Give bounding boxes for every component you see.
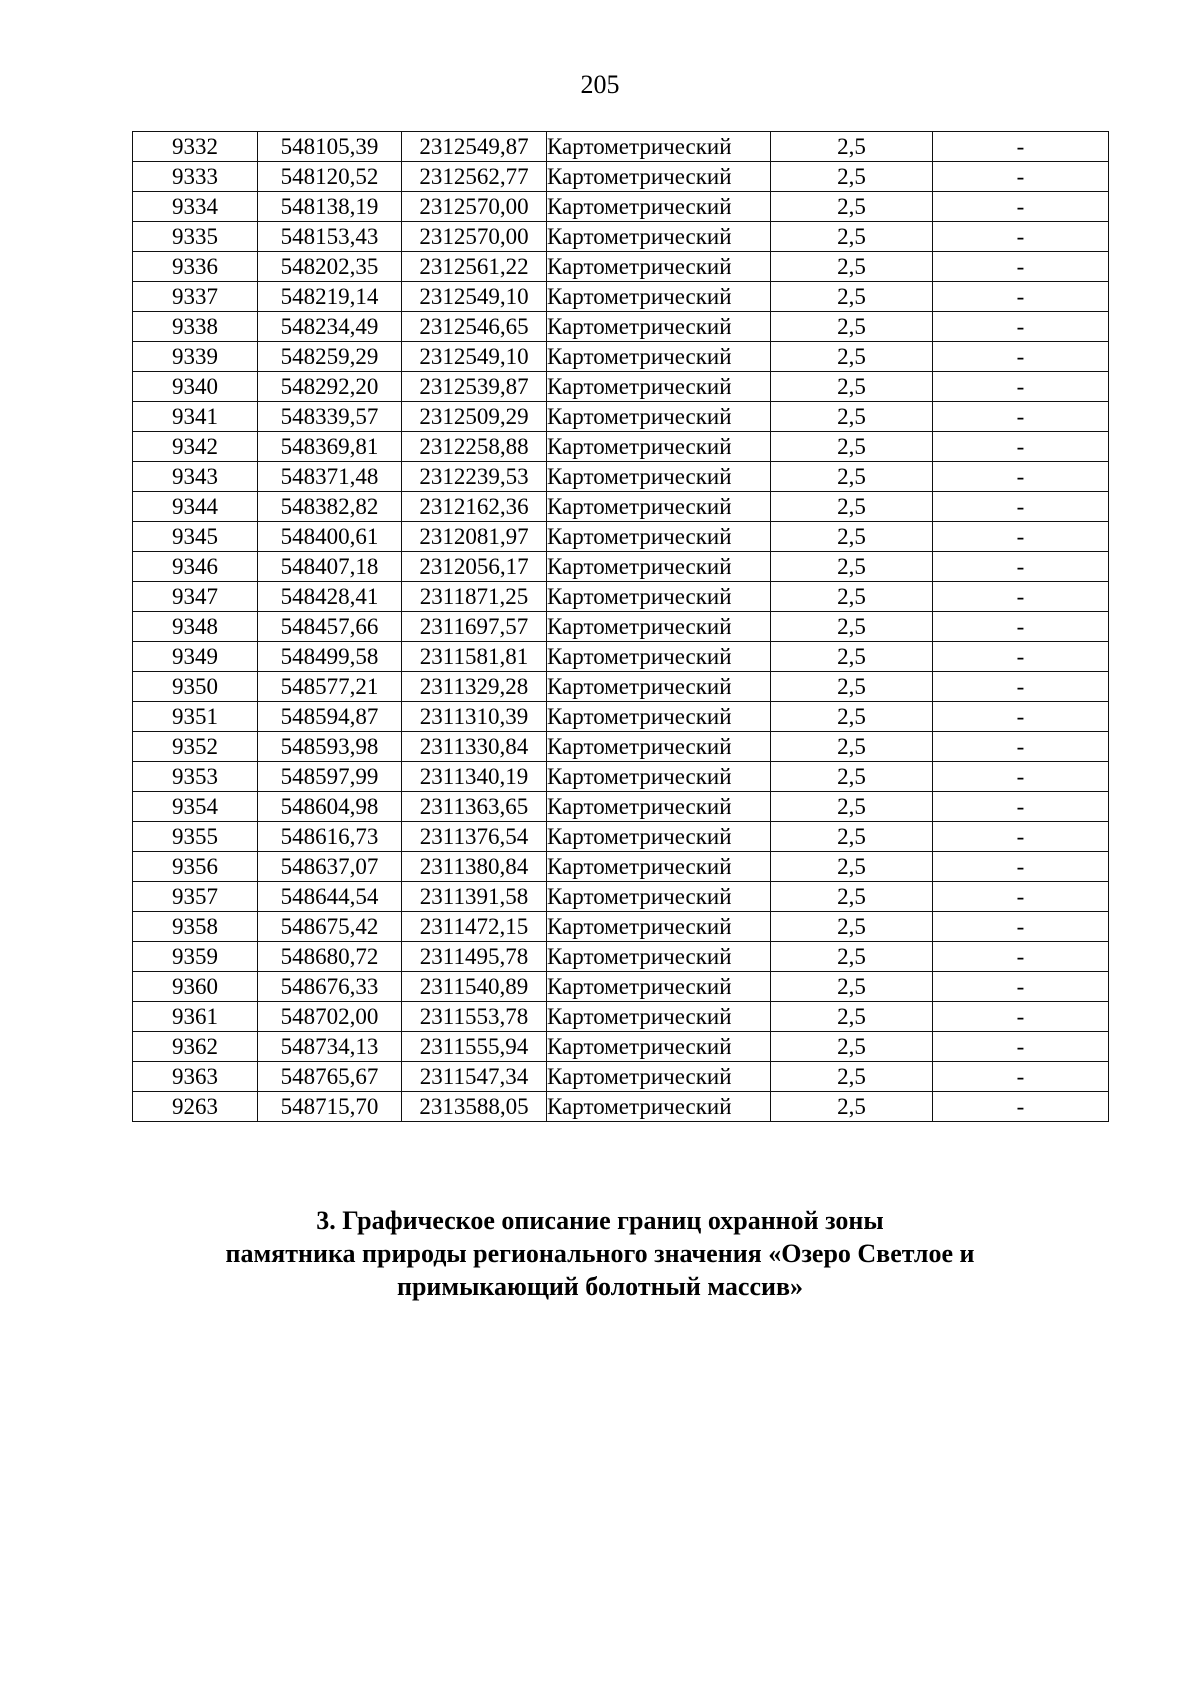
point-number-cell: 9361 xyxy=(133,1002,258,1032)
point-number-cell: 9350 xyxy=(133,672,258,702)
x-coordinate-cell: 548138,19 xyxy=(258,192,402,222)
y-coordinate-cell: 2312162,36 xyxy=(402,492,547,522)
point-number-cell: 9362 xyxy=(133,1032,258,1062)
point-number-cell: 9349 xyxy=(133,642,258,672)
y-coordinate-cell: 2312081,97 xyxy=(402,522,547,552)
description-cell: - xyxy=(933,1062,1109,1092)
x-coordinate-cell: 548339,57 xyxy=(258,402,402,432)
point-number-cell: 9342 xyxy=(133,432,258,462)
point-number-cell: 9344 xyxy=(133,492,258,522)
method-cell: Картометрический xyxy=(547,342,771,372)
point-number-cell: 9351 xyxy=(133,702,258,732)
y-coordinate-cell: 2312258,88 xyxy=(402,432,547,462)
y-coordinate-cell: 2311363,65 xyxy=(402,792,547,822)
x-coordinate-cell: 548676,33 xyxy=(258,972,402,1002)
y-coordinate-cell: 2311555,94 xyxy=(402,1032,547,1062)
method-cell: Картометрический xyxy=(547,402,771,432)
method-cell: Картометрический xyxy=(547,642,771,672)
point-number-cell: 9363 xyxy=(133,1062,258,1092)
method-cell: Картометрический xyxy=(547,702,771,732)
table-row xyxy=(133,252,1109,282)
table-row xyxy=(133,1032,1109,1062)
x-coordinate-cell: 548457,66 xyxy=(258,612,402,642)
point-number-cell: 9333 xyxy=(133,162,258,192)
table-row xyxy=(133,612,1109,642)
description-cell: - xyxy=(933,492,1109,522)
y-coordinate-cell: 2312561,22 xyxy=(402,252,547,282)
table-row xyxy=(133,1002,1109,1032)
table-row xyxy=(133,312,1109,342)
y-coordinate-cell: 2311547,34 xyxy=(402,1062,547,1092)
y-coordinate-cell: 2312549,10 xyxy=(402,342,547,372)
table-row xyxy=(133,522,1109,552)
point-number-cell: 9352 xyxy=(133,732,258,762)
y-coordinate-cell: 2312509,29 xyxy=(402,402,547,432)
description-cell: - xyxy=(933,222,1109,252)
x-coordinate-cell: 548594,87 xyxy=(258,702,402,732)
y-coordinate-cell: 2311495,78 xyxy=(402,942,547,972)
accuracy-cell: 2,5 xyxy=(771,132,933,162)
accuracy-cell: 2,5 xyxy=(771,1002,933,1032)
y-coordinate-cell: 2311376,54 xyxy=(402,822,547,852)
point-number-cell: 9336 xyxy=(133,252,258,282)
point-number-cell: 9353 xyxy=(133,762,258,792)
y-coordinate-cell: 2311330,84 xyxy=(402,732,547,762)
y-coordinate-cell: 2313588,05 xyxy=(402,1092,547,1122)
method-cell: Картометрический xyxy=(547,252,771,282)
x-coordinate-cell: 548593,98 xyxy=(258,732,402,762)
method-cell: Картометрический xyxy=(547,942,771,972)
table-row xyxy=(133,282,1109,312)
point-number-cell: 9356 xyxy=(133,852,258,882)
accuracy-cell: 2,5 xyxy=(771,312,933,342)
table-row xyxy=(133,162,1109,192)
y-coordinate-cell: 2312539,87 xyxy=(402,372,547,402)
table-row xyxy=(133,672,1109,702)
point-number-cell: 9357 xyxy=(133,882,258,912)
x-coordinate-cell: 548644,54 xyxy=(258,882,402,912)
table-row xyxy=(133,642,1109,672)
accuracy-cell: 2,5 xyxy=(771,432,933,462)
description-cell: - xyxy=(933,912,1109,942)
accuracy-cell: 2,5 xyxy=(771,552,933,582)
x-coordinate-cell: 548680,72 xyxy=(258,942,402,972)
section-heading-line: памятника природы регионального значения «Озеро Светлое и xyxy=(225,1239,975,1268)
y-coordinate-cell: 2311540,89 xyxy=(402,972,547,1002)
accuracy-cell: 2,5 xyxy=(771,1092,933,1122)
description-cell: - xyxy=(933,732,1109,762)
x-coordinate-cell: 548371,48 xyxy=(258,462,402,492)
point-number-cell: 9346 xyxy=(133,552,258,582)
x-coordinate-cell: 548259,29 xyxy=(258,342,402,372)
x-coordinate-cell: 548499,58 xyxy=(258,642,402,672)
x-coordinate-cell: 548734,13 xyxy=(258,1032,402,1062)
method-cell: Картометрический xyxy=(547,162,771,192)
x-coordinate-cell: 548202,35 xyxy=(258,252,402,282)
accuracy-cell: 2,5 xyxy=(771,372,933,402)
table-row xyxy=(133,462,1109,492)
point-number-cell: 9358 xyxy=(133,912,258,942)
accuracy-cell: 2,5 xyxy=(771,672,933,702)
accuracy-cell: 2,5 xyxy=(771,1032,933,1062)
description-cell: - xyxy=(933,612,1109,642)
description-cell: - xyxy=(933,312,1109,342)
table-row xyxy=(133,1092,1109,1122)
y-coordinate-cell: 2312562,77 xyxy=(402,162,547,192)
method-cell: Картометрический xyxy=(547,462,771,492)
x-coordinate-cell: 548577,21 xyxy=(258,672,402,702)
method-cell: Картометрический xyxy=(547,522,771,552)
y-coordinate-cell: 2311380,84 xyxy=(402,852,547,882)
accuracy-cell: 2,5 xyxy=(771,942,933,972)
table-row xyxy=(133,402,1109,432)
method-cell: Картометрический xyxy=(547,432,771,462)
point-number-cell: 9348 xyxy=(133,612,258,642)
method-cell: Картометрический xyxy=(547,282,771,312)
method-cell: Картометрический xyxy=(547,1062,771,1092)
x-coordinate-cell: 548369,81 xyxy=(258,432,402,462)
x-coordinate-cell: 548292,20 xyxy=(258,372,402,402)
accuracy-cell: 2,5 xyxy=(771,642,933,672)
x-coordinate-cell: 548382,82 xyxy=(258,492,402,522)
description-cell: - xyxy=(933,462,1109,492)
x-coordinate-cell: 548637,07 xyxy=(258,852,402,882)
accuracy-cell: 2,5 xyxy=(771,732,933,762)
y-coordinate-cell: 2311329,28 xyxy=(402,672,547,702)
x-coordinate-cell: 548234,49 xyxy=(258,312,402,342)
point-number-cell: 9332 xyxy=(133,132,258,162)
y-coordinate-cell: 2312546,65 xyxy=(402,312,547,342)
accuracy-cell: 2,5 xyxy=(771,522,933,552)
description-cell: - xyxy=(933,1032,1109,1062)
coordinates-table-body xyxy=(133,132,1109,1122)
description-cell: - xyxy=(933,1092,1109,1122)
point-number-cell: 9339 xyxy=(133,342,258,372)
table-row xyxy=(133,492,1109,522)
accuracy-cell: 2,5 xyxy=(771,792,933,822)
point-number-cell: 9359 xyxy=(133,942,258,972)
y-coordinate-cell: 2311340,19 xyxy=(402,762,547,792)
description-cell: - xyxy=(933,252,1109,282)
description-cell: - xyxy=(933,372,1109,402)
point-number-cell: 9340 xyxy=(133,372,258,402)
description-cell: - xyxy=(933,432,1109,462)
method-cell: Картометрический xyxy=(547,912,771,942)
accuracy-cell: 2,5 xyxy=(771,582,933,612)
x-coordinate-cell: 548428,41 xyxy=(258,582,402,612)
y-coordinate-cell: 2312570,00 xyxy=(402,192,547,222)
point-number-cell: 9263 xyxy=(133,1092,258,1122)
x-coordinate-cell: 548219,14 xyxy=(258,282,402,312)
point-number-cell: 9338 xyxy=(133,312,258,342)
accuracy-cell: 2,5 xyxy=(771,462,933,492)
point-number-cell: 9355 xyxy=(133,822,258,852)
table-row xyxy=(133,552,1109,582)
accuracy-cell: 2,5 xyxy=(771,762,933,792)
method-cell: Картометрический xyxy=(547,222,771,252)
x-coordinate-cell: 548153,43 xyxy=(258,222,402,252)
table-row xyxy=(133,852,1109,882)
table-row xyxy=(133,582,1109,612)
point-number-cell: 9337 xyxy=(133,282,258,312)
description-cell: - xyxy=(933,882,1109,912)
point-number-cell: 9343 xyxy=(133,462,258,492)
description-cell: - xyxy=(933,132,1109,162)
method-cell: Картометрический xyxy=(547,552,771,582)
accuracy-cell: 2,5 xyxy=(771,492,933,522)
y-coordinate-cell: 2311391,58 xyxy=(402,882,547,912)
y-coordinate-cell: 2312549,10 xyxy=(402,282,547,312)
description-cell: - xyxy=(933,552,1109,582)
x-coordinate-cell: 548715,70 xyxy=(258,1092,402,1122)
x-coordinate-cell: 548765,67 xyxy=(258,1062,402,1092)
table-row xyxy=(133,942,1109,972)
description-cell: - xyxy=(933,402,1109,432)
y-coordinate-cell: 2311472,15 xyxy=(402,912,547,942)
method-cell: Картометрический xyxy=(547,132,771,162)
table-row xyxy=(133,192,1109,222)
y-coordinate-cell: 2311310,39 xyxy=(402,702,547,732)
description-cell: - xyxy=(933,1002,1109,1032)
x-coordinate-cell: 548597,99 xyxy=(258,762,402,792)
section-heading xyxy=(100,1204,1100,1303)
method-cell: Картометрический xyxy=(547,1032,771,1062)
accuracy-cell: 2,5 xyxy=(771,972,933,1002)
section-heading-line: 3. Графическое описание границ охранной зоны xyxy=(316,1206,884,1235)
accuracy-cell: 2,5 xyxy=(771,852,933,882)
table-row xyxy=(133,432,1109,462)
y-coordinate-cell: 2312239,53 xyxy=(402,462,547,492)
accuracy-cell: 2,5 xyxy=(771,192,933,222)
method-cell: Картометрический xyxy=(547,612,771,642)
point-number-cell: 9354 xyxy=(133,792,258,822)
description-cell: - xyxy=(933,342,1109,372)
page-number: 205 xyxy=(580,70,620,99)
y-coordinate-cell: 2311553,78 xyxy=(402,1002,547,1032)
description-cell: - xyxy=(933,852,1109,882)
description-cell: - xyxy=(933,672,1109,702)
point-number-cell: 9360 xyxy=(133,972,258,1002)
description-cell: - xyxy=(933,702,1109,732)
description-cell: - xyxy=(933,642,1109,672)
accuracy-cell: 2,5 xyxy=(771,912,933,942)
accuracy-cell: 2,5 xyxy=(771,222,933,252)
y-coordinate-cell: 2311697,57 xyxy=(402,612,547,642)
table-row xyxy=(133,132,1109,162)
point-number-cell: 9334 xyxy=(133,192,258,222)
x-coordinate-cell: 548675,42 xyxy=(258,912,402,942)
y-coordinate-cell: 2312056,17 xyxy=(402,552,547,582)
accuracy-cell: 2,5 xyxy=(771,882,933,912)
description-cell: - xyxy=(933,942,1109,972)
description-cell: - xyxy=(933,972,1109,1002)
method-cell: Картометрический xyxy=(547,672,771,702)
table-row xyxy=(133,912,1109,942)
x-coordinate-cell: 548616,73 xyxy=(258,822,402,852)
accuracy-cell: 2,5 xyxy=(771,1062,933,1092)
method-cell: Картометрический xyxy=(547,1092,771,1122)
table-row xyxy=(133,342,1109,372)
table-row xyxy=(133,732,1109,762)
table-row xyxy=(133,882,1109,912)
accuracy-cell: 2,5 xyxy=(771,702,933,732)
table-row xyxy=(133,762,1109,792)
method-cell: Картометрический xyxy=(547,762,771,792)
table-row xyxy=(133,702,1109,732)
method-cell: Картометрический xyxy=(547,732,771,762)
y-coordinate-cell: 2312570,00 xyxy=(402,222,547,252)
accuracy-cell: 2,5 xyxy=(771,342,933,372)
y-coordinate-cell: 2311581,81 xyxy=(402,642,547,672)
method-cell: Картометрический xyxy=(547,852,771,882)
table-row xyxy=(133,972,1109,1002)
method-cell: Картометрический xyxy=(547,972,771,1002)
table-row xyxy=(133,792,1109,822)
table-row xyxy=(133,372,1109,402)
description-cell: - xyxy=(933,192,1109,222)
accuracy-cell: 2,5 xyxy=(771,162,933,192)
y-coordinate-cell: 2311871,25 xyxy=(402,582,547,612)
method-cell: Картометрический xyxy=(547,312,771,342)
method-cell: Картометрический xyxy=(547,372,771,402)
description-cell: - xyxy=(933,522,1109,552)
description-cell: - xyxy=(933,282,1109,312)
x-coordinate-cell: 548105,39 xyxy=(258,132,402,162)
point-number-cell: 9347 xyxy=(133,582,258,612)
description-cell: - xyxy=(933,162,1109,192)
table-row xyxy=(133,822,1109,852)
method-cell: Картометрический xyxy=(547,582,771,612)
description-cell: - xyxy=(933,792,1109,822)
point-number-cell: 9335 xyxy=(133,222,258,252)
accuracy-cell: 2,5 xyxy=(771,252,933,282)
method-cell: Картометрический xyxy=(547,492,771,522)
method-cell: Картометрический xyxy=(547,192,771,222)
x-coordinate-cell: 548400,61 xyxy=(258,522,402,552)
description-cell: - xyxy=(933,822,1109,852)
method-cell: Картометрический xyxy=(547,792,771,822)
accuracy-cell: 2,5 xyxy=(771,402,933,432)
accuracy-cell: 2,5 xyxy=(771,282,933,312)
accuracy-cell: 2,5 xyxy=(771,612,933,642)
table-row xyxy=(133,1062,1109,1092)
point-number-cell: 9345 xyxy=(133,522,258,552)
x-coordinate-cell: 548120,52 xyxy=(258,162,402,192)
table-row xyxy=(133,222,1109,252)
coordinates-table xyxy=(132,131,1109,1122)
x-coordinate-cell: 548407,18 xyxy=(258,552,402,582)
method-cell: Картометрический xyxy=(547,822,771,852)
x-coordinate-cell: 548702,00 xyxy=(258,1002,402,1032)
description-cell: - xyxy=(933,762,1109,792)
method-cell: Картометрический xyxy=(547,1002,771,1032)
section-heading-line: примыкающий болотный массив» xyxy=(396,1272,804,1301)
point-number-cell: 9341 xyxy=(133,402,258,432)
method-cell: Картометрический xyxy=(547,882,771,912)
x-coordinate-cell: 548604,98 xyxy=(258,792,402,822)
accuracy-cell: 2,5 xyxy=(771,822,933,852)
description-cell: - xyxy=(933,582,1109,612)
y-coordinate-cell: 2312549,87 xyxy=(402,132,547,162)
